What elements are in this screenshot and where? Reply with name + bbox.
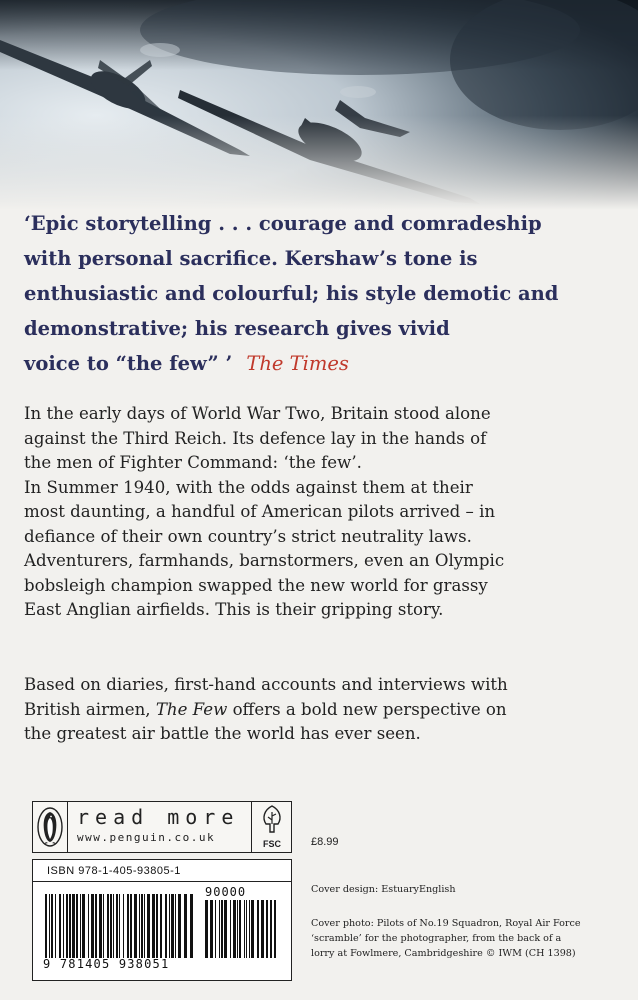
quote-line: demonstrative; his research gives vivid xyxy=(24,317,450,340)
review-quote xyxy=(24,206,624,381)
barcode-bar xyxy=(80,894,81,958)
barcode-bar xyxy=(88,894,89,958)
ean-digits: 9 781405 938051 xyxy=(43,957,170,971)
cover-design-credit: Cover design: EstuaryEnglish xyxy=(311,884,456,895)
barcode-bar xyxy=(72,894,75,958)
barcode-bar xyxy=(119,894,120,958)
blurb-line: the men of Fighter Command: ‘the few’. xyxy=(24,453,362,472)
barcode-bar xyxy=(184,894,187,958)
blurb-line: against the Third Reich. Its defence lay in the hands of xyxy=(24,428,487,448)
barcode-bar xyxy=(190,894,193,958)
barcode-bar xyxy=(178,894,181,958)
blurb-paragraph-1 xyxy=(24,402,624,623)
barcode-bar xyxy=(130,894,132,958)
barcode-bar xyxy=(221,900,223,958)
fsc-tree-icon xyxy=(251,802,292,852)
barcode-bar xyxy=(251,900,254,958)
barcode-bar xyxy=(171,894,174,958)
spitfires-photo xyxy=(0,0,638,210)
barcode-bar xyxy=(246,900,247,958)
book-title: The Few xyxy=(155,699,228,719)
barcode-bar xyxy=(144,894,145,958)
barcode-bar xyxy=(244,900,245,958)
barcode-bar xyxy=(45,894,47,958)
barcode-bar xyxy=(69,894,71,958)
barcode-panel xyxy=(32,859,292,981)
quote-line: enthusiastic and colourful; his style demotic and xyxy=(24,282,559,305)
barcode-bar xyxy=(239,900,241,958)
publisher-url[interactable]: www.penguin.co.uk xyxy=(77,831,216,844)
barcode-bar xyxy=(219,900,220,958)
barcode-bar xyxy=(59,894,61,958)
quote-line: ‘Epic storytelling . . . courage and comradeship xyxy=(24,212,542,235)
barcode-bar xyxy=(169,894,170,958)
barcode-bar xyxy=(274,900,276,958)
read-more-label: read more xyxy=(77,805,240,829)
barcode-bar xyxy=(127,894,129,958)
barcode-bar xyxy=(107,894,109,958)
barcode-bar xyxy=(215,900,216,958)
barcode-bar xyxy=(230,900,231,958)
barcode-bar xyxy=(152,894,155,958)
credit-line: lorry at Fowlmere, Cambridgeshire © IWM (CH 1398) xyxy=(311,948,576,959)
ean-barcode xyxy=(45,894,197,958)
blurb-line: Adventurers, farmhands, barnstormers, even an Olympic xyxy=(24,551,505,570)
isbn-divider xyxy=(33,881,291,882)
quote-line-last xyxy=(24,346,624,381)
barcode-bar xyxy=(91,894,94,958)
barcode-bar xyxy=(76,894,78,958)
barcode-bar xyxy=(233,900,236,958)
blurb-line: In Summer 1940, with the odds against them at their xyxy=(24,477,473,497)
blurb-text: British airmen, xyxy=(24,699,156,719)
barcode-bar xyxy=(156,894,158,958)
credit-line: Cover photo: Pilots of No.19 Squadron, Royal Air Force xyxy=(311,918,581,929)
blurb-line xyxy=(24,698,624,723)
barcode-bar xyxy=(82,894,85,958)
barcode-bar xyxy=(95,894,97,958)
barcode-bar xyxy=(249,900,250,958)
barcode-bar xyxy=(205,900,208,958)
barcode-bar xyxy=(103,894,104,958)
barcode-bar xyxy=(55,894,56,958)
barcode-bar xyxy=(134,894,137,958)
barcode-bar xyxy=(266,900,268,958)
barcode-bar xyxy=(63,894,64,958)
barcode-bar xyxy=(49,894,50,958)
price: £8.99 xyxy=(311,836,339,848)
cover-photo-credit xyxy=(311,916,631,961)
blurb-line: In the early days of World War Two, Britain stood alone xyxy=(24,404,491,423)
blurb-line: most daunting, a handful of American pilots arrived – in xyxy=(24,502,496,521)
barcode-bar xyxy=(116,894,118,958)
barcode-bar xyxy=(270,900,272,958)
quote-source: The Times xyxy=(246,352,349,375)
barcode-bar xyxy=(261,900,264,958)
barcode-bar xyxy=(175,894,176,958)
barcode-bar xyxy=(123,894,124,958)
penguin-logo-icon xyxy=(33,802,68,852)
barcode-bar xyxy=(237,900,238,958)
quote-line-text: voice to “the few” ’ xyxy=(24,352,233,375)
barcode-bar xyxy=(110,894,112,958)
blurb-line: East Anglian airfields. This is their gripping story. xyxy=(24,600,444,619)
barcode-bar xyxy=(66,894,68,958)
addon-barcode xyxy=(205,900,279,958)
barcode-bar xyxy=(139,894,140,958)
blurb-line: bobsleigh champion swapped the new world for grassy xyxy=(24,575,488,595)
barcode-bar xyxy=(160,894,162,958)
read-more-panel xyxy=(32,801,292,853)
barcode-bar xyxy=(99,894,102,958)
barcode-addon-digits: 90000 xyxy=(205,885,247,899)
quote-line: with personal sacrifice. Kershaw’s tone is xyxy=(24,247,478,270)
blurb-line: the greatest air battle the world has ever seen. xyxy=(24,724,421,743)
barcode-bar xyxy=(147,894,150,958)
barcode-bar xyxy=(141,894,143,958)
blurb-line: Based on diaries, first-hand accounts and interviews with xyxy=(24,675,508,694)
fsc-label: FSC xyxy=(263,839,281,849)
credit-line: ‘scramble’ for the photographer, from the back of a xyxy=(311,933,562,944)
blurb-line: defiance of their own country’s strict neutrality laws. xyxy=(24,526,472,546)
barcode-bar xyxy=(51,894,53,958)
blurb-paragraph-2 xyxy=(24,673,624,747)
barcode-bar xyxy=(210,900,213,958)
barcode-bar xyxy=(224,900,227,958)
blurb-text: offers a bold new perspective on xyxy=(227,699,507,719)
barcode-bar xyxy=(257,900,259,958)
isbn: ISBN 978-1-405-93805-1 xyxy=(47,865,181,877)
barcode-bar xyxy=(165,894,167,958)
barcode-bar xyxy=(113,894,114,958)
